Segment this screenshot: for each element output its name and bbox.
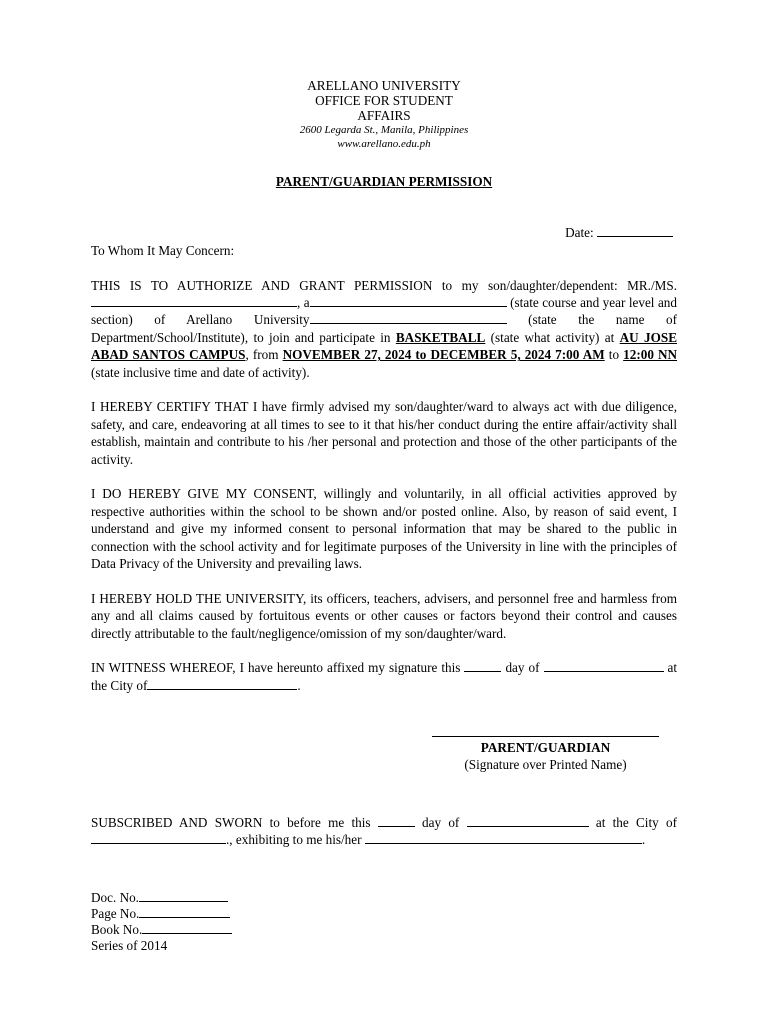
book-no-label: Book No. (91, 922, 143, 938)
witness-day-blank[interactable] (464, 659, 501, 672)
university-name: ARELLANO UNIVERSITY (307, 78, 461, 93)
venue-value: AU JOSE ABAD SANTOS CAMPUS (91, 329, 678, 363)
start-datetime-value: NOVEMBER 27, 2024 to DECEMBER 5, 2024 7:00 AM (282, 347, 605, 363)
witness-text-3: at the City of (91, 660, 678, 693)
activity-value: BASKETBALL (395, 329, 486, 345)
signature-caption: (Signature over Printed Name) (464, 757, 627, 773)
hold-harmless-paragraph: I HEREBY HOLD THE UNIVERSITY, its officers, teachers, advisers, and personnel free and harmless from any and all claims caused by fortuitous events or other causes or factors beyond their control and causes directly attributable to the fault/negligence/omission of my son/daughter/ward. (91, 590, 677, 641)
doc-no-label: Doc. No. (91, 890, 139, 905)
signature-block (432, 736, 659, 774)
page-no-label: Page No. (91, 906, 140, 922)
certify-paragraph: I HEREBY CERTIFY THAT I have firmly advised my son/daughter/ward to always act with due diligence, safety, and care, endeavoring at all times to see to it that his/her conduct during the entire affair/activity shall establish, maintain and contribute to his /her personal and protection and those of the other participants of the activity. (91, 399, 677, 467)
para1-text-6: , from (245, 347, 279, 363)
department-blank[interactable] (310, 311, 507, 324)
sworn-month-blank[interactable] (467, 814, 589, 827)
notary-block (91, 889, 391, 953)
date-row (91, 224, 677, 241)
series-row: Series of 2014 (91, 937, 168, 953)
date-label: Date: (565, 225, 594, 241)
witness-text-2: day of (505, 660, 540, 676)
office-name-line2: AFFAIRS (357, 108, 411, 123)
sworn-city-blank[interactable] (91, 831, 226, 844)
witness-text-1: IN WITNESS WHEREOF, I have hereunto affixed my signature this (91, 660, 461, 676)
student-name-blank[interactable] (91, 294, 297, 307)
sworn-text-5: . (641, 832, 646, 848)
course-blank[interactable] (310, 294, 507, 307)
authorization-paragraph (91, 277, 677, 381)
salutation: To Whom It May Concern: (91, 242, 235, 258)
signature-line[interactable] (432, 736, 659, 737)
witness-month-blank[interactable] (544, 659, 664, 672)
document-page (91, 78, 677, 694)
consent-paragraph: I DO HEREBY GIVE MY CONSENT, willingly and voluntarily, in all official activities approved by respective authorities within the school to be shown and/or posted online. Also, by reason of said event, I understand and give my informed consent to personal information that may be shared to the public in connection with the school activity and for legitimate purposes of the University in line with the principles of Data Privacy of the University and prevailing laws. (91, 486, 677, 572)
page-no-blank[interactable] (139, 905, 230, 918)
book-no-blank[interactable] (142, 921, 232, 934)
office-name-line1: OFFICE FOR STUDENT (315, 93, 453, 108)
address: 2600 Legarda St., Manila, Philippines (299, 124, 469, 136)
para1-text-3: (state course and year level and section) of Arellano University (91, 295, 677, 328)
sworn-id-blank[interactable] (365, 831, 642, 844)
para1-text-8: (state inclusive time and date of activity). (91, 364, 310, 380)
page-no-row (91, 905, 391, 921)
sworn-text-2: day of (422, 815, 460, 830)
sworn-text-4: ., exhibiting to me his/her (226, 832, 362, 848)
para1-text-1: THIS IS TO AUTHORIZE AND GRANT PERMISSION to my son/daughter/dependent: MR./MS. (91, 277, 677, 293)
end-time-value: 12:00 NN (623, 347, 678, 363)
sworn-text-3: at the City of (595, 815, 677, 830)
sworn-day-blank[interactable] (378, 814, 415, 827)
signature-role: PARENT/GUARDIAN (480, 740, 611, 755)
sworn-text-1: SUBSCRIBED AND SWORN to before me this (91, 815, 371, 830)
date-blank[interactable] (597, 224, 673, 237)
witness-paragraph (91, 659, 677, 694)
para1-text-7: to (608, 347, 620, 363)
letterhead (91, 78, 677, 151)
doc-no-row (91, 889, 391, 905)
doc-no-blank[interactable] (139, 889, 228, 902)
book-no-row (91, 921, 391, 937)
witness-text-4: . (297, 677, 301, 693)
document-title: PARENT/GUARDIAN PERMISSION (275, 174, 493, 189)
para1-text-5: (state what activity) at (490, 329, 615, 345)
para1-text-4: (state the name of Department/School/Institute), to join and participate in (91, 312, 677, 345)
witness-city-blank[interactable] (147, 677, 297, 690)
para1-text-2: , a (297, 295, 310, 311)
website: www.arellano.edu.ph (337, 138, 431, 150)
sworn-paragraph (91, 814, 677, 849)
